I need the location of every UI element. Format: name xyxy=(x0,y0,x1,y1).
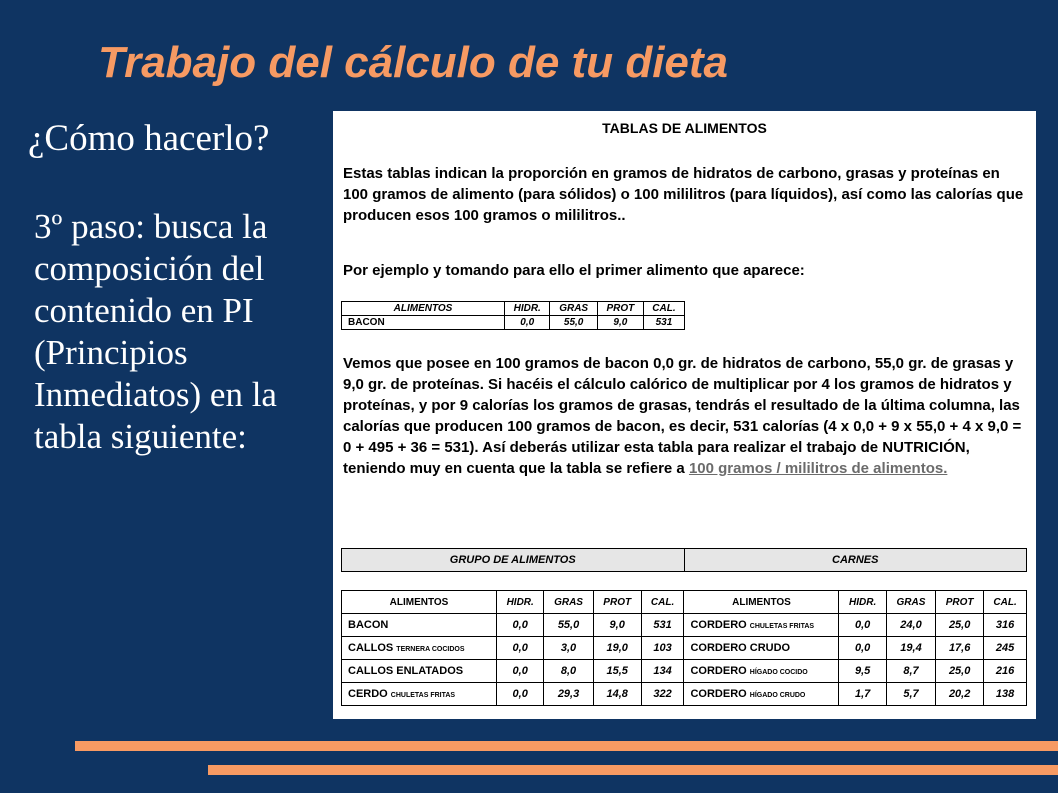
food-name-cell: CORDERO CHULETAS FRITAS xyxy=(684,614,839,637)
slide-body-text: 3º paso: busca la composición del contenido en PI (Principios Inmediatos) en la tabla siguiente: xyxy=(34,207,277,456)
value-cell: 216 xyxy=(984,660,1027,683)
food-name-cell: CORDERO HÍGADO CRUDO xyxy=(684,683,839,706)
header-cell: PROT xyxy=(936,591,984,614)
food-name-cell: CORDERO CRUDO xyxy=(684,637,839,660)
header-cell: GRAS xyxy=(544,591,593,614)
decorative-bar-bottom xyxy=(208,765,1058,775)
food-name-cell: BACON xyxy=(342,316,505,330)
header-cell: HIDR. xyxy=(505,302,550,316)
food-group-table xyxy=(341,548,1027,572)
food-name-cell: CERDO CHULETAS FRITAS xyxy=(342,683,497,706)
header-cell: CAL. xyxy=(641,591,684,614)
decorative-bar-top xyxy=(75,741,1058,751)
value-cell: 0,0 xyxy=(497,614,544,637)
value-cell: 9,0 xyxy=(597,316,643,330)
value-cell: 316 xyxy=(984,614,1027,637)
food-name-cell: CALLOS TERNERA COCIDOS xyxy=(342,637,497,660)
header-cell: ALIMENTOS xyxy=(342,591,497,614)
food-name-cell: BACON xyxy=(342,614,497,637)
table-row xyxy=(342,316,685,330)
value-cell: 5,7 xyxy=(886,683,935,706)
value-cell: 25,0 xyxy=(936,660,984,683)
header-cell: ALIMENTOS xyxy=(684,591,839,614)
header-cell: ALIMENTOS xyxy=(342,302,505,316)
value-cell: 15,5 xyxy=(593,660,641,683)
table-row xyxy=(342,637,1027,660)
group-label-cell: GRUPO DE ALIMENTOS xyxy=(342,549,685,572)
slide-title: Trabajo del cálculo de tu dieta xyxy=(98,38,729,87)
value-cell: 1,7 xyxy=(839,683,886,706)
value-cell: 55,0 xyxy=(550,316,597,330)
food-tables-document xyxy=(333,111,1036,719)
document-heading: TABLAS DE ALIMENTOS xyxy=(602,120,767,136)
table-row xyxy=(342,614,1027,637)
table-row xyxy=(342,660,1027,683)
example-intro: Por ejemplo y tomando para ello el primer alimento que aparece: xyxy=(343,262,805,279)
value-cell: 0,0 xyxy=(505,316,550,330)
header-cell: HIDR. xyxy=(497,591,544,614)
value-cell: 138 xyxy=(984,683,1027,706)
value-cell: 24,0 xyxy=(886,614,935,637)
value-cell: 19,0 xyxy=(593,637,641,660)
food-composition-table xyxy=(341,590,1027,706)
value-cell: 3,0 xyxy=(544,637,593,660)
value-cell: 9,5 xyxy=(839,660,886,683)
value-cell: 8,0 xyxy=(544,660,593,683)
header-cell: GRAS xyxy=(886,591,935,614)
food-name-cell: CORDERO HÍGADO COCIDO xyxy=(684,660,839,683)
value-cell: 0,0 xyxy=(497,683,544,706)
value-cell: 322 xyxy=(641,683,684,706)
group-value-cell: CARNES xyxy=(684,549,1027,572)
value-cell: 0,0 xyxy=(839,614,886,637)
header-cell: CAL. xyxy=(643,302,684,316)
value-cell: 9,0 xyxy=(593,614,641,637)
value-cell: 531 xyxy=(643,316,684,330)
value-cell: 17,6 xyxy=(936,637,984,660)
value-cell: 0,0 xyxy=(839,637,886,660)
explanation-text: Vemos que posee en 100 gramos de bacon 0,0 gr. de hidratos de carbono, 55,0 gr. de grasas y 9,0 gr. de proteínas. Si hacéis el cálculo calórico de multiplicar por 4 los gramos de hidratos y proteínas, y por 9 calorías los gramos de grasas, tendrás el resultado de la última columna, las calorías que producen 100 gramos de bacon, es decir, 531 calorías (4 x 0,0 + 9 x 55,0 + 4 x 9,0 = 0 + 495 + 36 = 531). Así deberás utilizar esta tabla para realizar el trabajo de NUTRICIÓN, teniendo muy en cuenta que la tabla se refiere a xyxy=(343,355,1022,477)
explanation-paragraph xyxy=(343,353,1029,479)
value-cell: 55,0 xyxy=(544,614,593,637)
header-cell: CAL. xyxy=(984,591,1027,614)
header-cell: GRAS xyxy=(550,302,597,316)
table-header-row xyxy=(342,591,1027,614)
table-row xyxy=(342,683,1027,706)
value-cell: 245 xyxy=(984,637,1027,660)
header-cell: PROT xyxy=(597,302,643,316)
value-cell: 531 xyxy=(641,614,684,637)
intro-paragraph: Estas tablas indican la proporción en gramos de hidratos de carbono, grasas y proteínas en 100 gramos de alimento (para sólidos) o 100 mililitros (para líquidos), así como las calorías que producen esos 100 gramos o mililitros.. xyxy=(343,165,1024,224)
value-cell: 29,3 xyxy=(544,683,593,706)
value-cell: 14,8 xyxy=(593,683,641,706)
units-note-link: 100 gramos / mililitros de alimentos. xyxy=(688,460,948,477)
value-cell: 134 xyxy=(641,660,684,683)
value-cell: 8,7 xyxy=(886,660,935,683)
value-cell: 20,2 xyxy=(936,683,984,706)
value-cell: 0,0 xyxy=(497,660,544,683)
table-header-row xyxy=(342,302,685,316)
value-cell: 0,0 xyxy=(497,637,544,660)
value-cell: 103 xyxy=(641,637,684,660)
slide-subtitle: ¿Cómo hacerlo? xyxy=(28,118,270,159)
header-cell: HIDR. xyxy=(839,591,886,614)
food-name-cell: CALLOS ENLATADOS xyxy=(342,660,497,683)
header-cell: PROT xyxy=(593,591,641,614)
example-table xyxy=(341,301,685,330)
value-cell: 19,4 xyxy=(886,637,935,660)
value-cell: 25,0 xyxy=(936,614,984,637)
table-row xyxy=(342,549,1027,572)
